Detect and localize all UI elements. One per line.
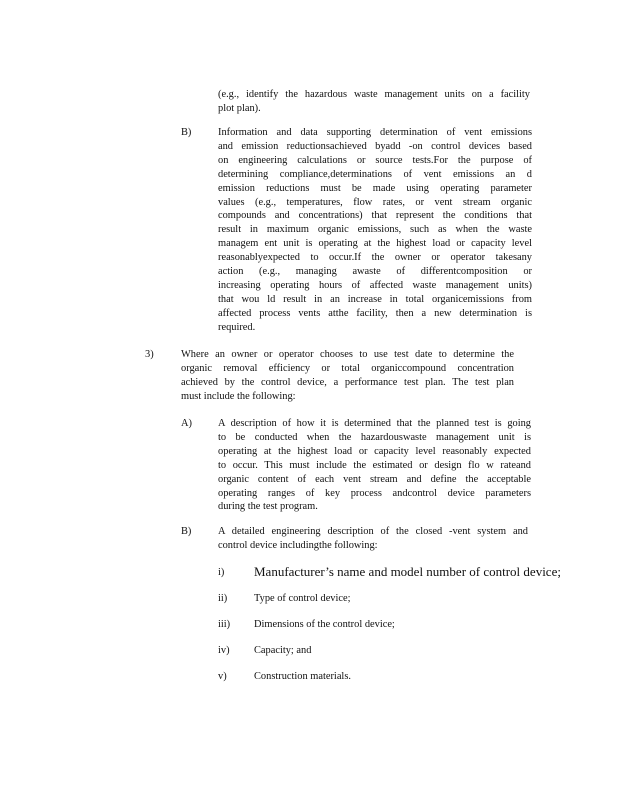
subitem-text: Dimensions of the control device; [254,619,395,630]
text-line: operating ranges of key process andcontrol device parameters [218,487,531,499]
text-line: increasing operating hours of affected waste management units) [218,279,532,291]
subitem-text: Capacity; and [254,645,312,656]
item-3a-paragraph [218,417,531,514]
text-line: Information and data supporting determination of vent emissions [218,127,532,138]
subitem-label: v) [218,671,227,682]
text-line: to be conducted when the hazardouswaste management unit is [218,431,531,443]
text-line: organic removal efficiency or total organiccompound concentration [181,362,514,374]
item-3b-paragraph [218,525,528,553]
intro-paragraph [218,88,530,116]
text-line: control device includingthe following: [218,539,378,551]
text-line: plot plan). [218,102,261,114]
text-line: must include the following: [181,390,296,402]
text-line: reasonablyexpected to occur.If the owner or operator takesany [218,252,532,264]
text-line: emission reductions must be made using operating parameter [218,182,532,194]
subitem-text: Type of control device; [254,593,351,604]
subitem-label: iii) [218,619,231,630]
subitem-text: Construction materials. [254,671,351,682]
subitem-text: Manufacturer’s name and model number of control device; [254,564,561,579]
subitem-label: iv) [218,645,230,656]
text-line: result in maximum organic emissions, such as when the waste [218,224,532,236]
item-label-3b: B) [181,526,192,537]
text-line: organic content of each vent stream and define the acceptable [218,473,531,485]
text-line: on engineering calculations or source tests.For the purpose of [218,154,532,166]
item-2b-paragraph [218,126,532,335]
text-line: affected process vents atthe facility, then a new determination is [218,307,532,319]
text-line: achieved by the control device, a performance test plan. The test plan [181,376,514,388]
text-line: action (e.g., managing awaste of differentcomposition or [218,266,532,278]
item-label-3: 3) [145,349,154,360]
text-line: A detailed engineering description of the closed -vent system and [218,526,528,537]
item-3-paragraph [181,348,514,404]
text-line: determining compliance,determinations of vent emissions an d [218,168,532,180]
text-line: operating at the highest load or capacity level reasonably expected [218,445,531,457]
subitem-label: ii) [218,593,228,604]
text-line: and emission reductionsachieved byadd -on control devices based [218,140,532,152]
text-line: values (e.g., temperatures, flow rates, or vent stream organic [218,196,532,208]
text-line: during the test program. [218,501,318,513]
text-line: (e.g., identify the hazardous waste management units on a facility [218,89,530,100]
text-line: compounds and concentrations) that represent the conditions that [218,210,532,222]
item-label-3a: A) [181,418,192,429]
text-line: that wou ld result in an increase in total organicemissions from [218,293,532,305]
text-line: managem ent unit is operating at the highest load or capacity level [218,238,532,250]
text-line: required. [218,321,256,333]
item-label-2b: B) [181,127,192,138]
subitem-label: i) [218,567,225,578]
text-line: to occur. This must include the estimated or design flo w rateand [218,459,531,471]
text-line: A description of how it is determined that the planned test is going [218,418,531,429]
text-line: Where an owner or operator chooses to use test date to determine the [181,349,514,360]
